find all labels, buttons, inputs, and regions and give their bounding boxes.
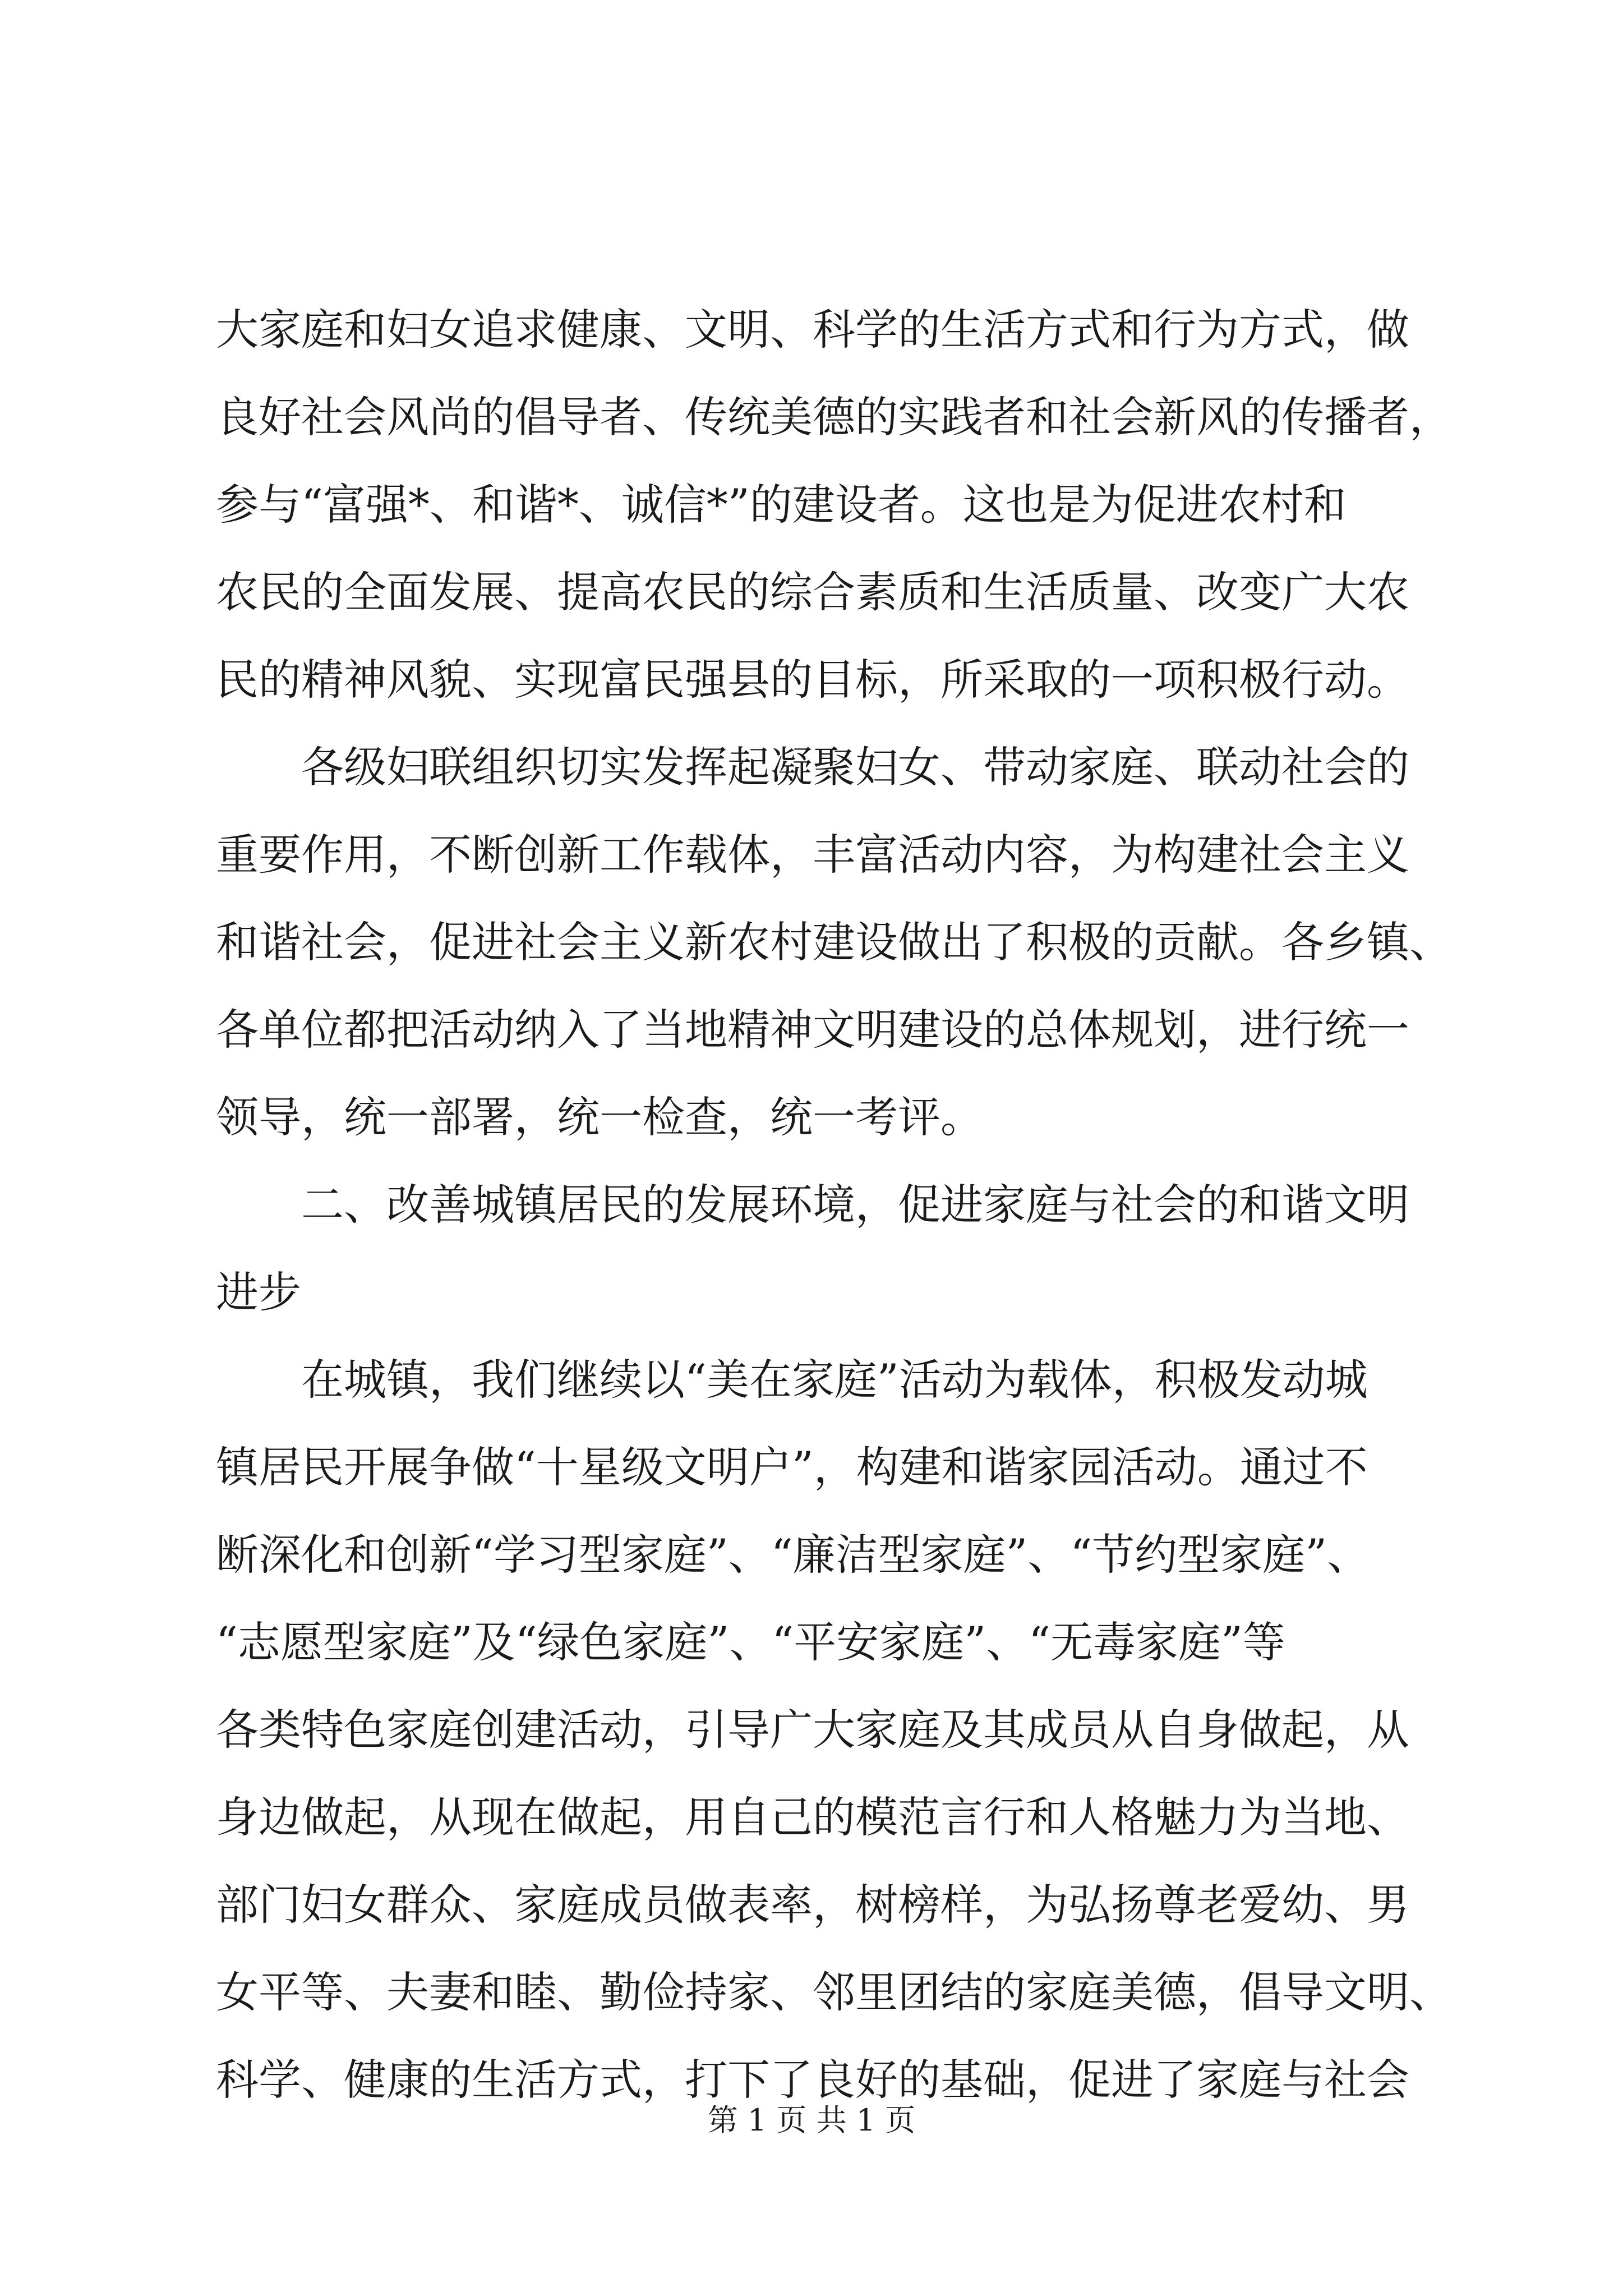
text-line: 和谐社会，促进社会主义新农村建设做出了积极的贡献。各乡镇、 xyxy=(216,917,1452,967)
text-line: “志愿型家庭”及“绿色家庭”、“平安家庭”、“无毒家庭”等 xyxy=(216,1617,1285,1667)
text-line: 良好社会风尚的倡导者、传统美德的实践者和社会新风的传播者， xyxy=(216,392,1452,442)
text-line: 领导，统一部署，统一检查，统一考评。 xyxy=(216,1092,983,1142)
text-line: 大家庭和妇女追求健康、文明、科学的生活方式和行为方式，做 xyxy=(216,305,1409,355)
text-line: 民的精神风貌、实现富民强县的目标，所采取的一项积极行动。 xyxy=(216,655,1409,705)
text-line: 科学、健康的生活方式，打下了良好的基础，促进了家庭与社会 xyxy=(216,2055,1409,2105)
text-line: 参与“富强*、和谐*、诚信*”的建设者。这也是为促进农村和 xyxy=(216,480,1347,530)
text-line: 镇居民开展争做“十星级文明户”，构建和谐家园活动。通过不 xyxy=(216,1442,1368,1492)
text-line: 各类特色家庭创建活动，引导广大家庭及其成员从自身做起，从 xyxy=(216,1705,1409,1755)
text-line: 各级妇联组织切实发挥起凝聚妇女、带动家庭、联动社会的 xyxy=(216,742,1409,792)
text-line: 农民的全面发展、提高农民的综合素质和生活质量、改变广大农 xyxy=(216,567,1409,617)
text-line: 重要作用，不断创新工作载体，丰富活动内容，为构建社会主义 xyxy=(216,830,1409,880)
text-line: 断深化和创新“学习型家庭”、“廉洁型家庭”、“节约型家庭”、 xyxy=(216,1530,1370,1580)
text-line: 部门妇女群众、家庭成员做表率，树榜样，为弘扬尊老爱幼、男 xyxy=(216,1880,1409,1930)
section-heading-line: 进步 xyxy=(216,1267,301,1317)
text-line: 各单位都把活动纳入了当地精神文明建设的总体规划，进行统一 xyxy=(216,1005,1409,1055)
text-line: 在城镇，我们继续以“美在家庭”活动为载体，积极发动城 xyxy=(216,1355,1368,1405)
text-line: 女平等、夫妻和睦、勤俭持家、邻里团结的家庭美德，倡导文明、 xyxy=(216,1967,1452,2017)
page-number-footer: 第 1 页 共 1 页 xyxy=(707,2102,916,2138)
section-heading-line: 二、改善城镇居民的发展环境，促进家庭与社会的和谐文明 xyxy=(216,1180,1409,1230)
text-line: 身边做起，从现在做起，用自己的模范言行和人格魅力为当地、 xyxy=(216,1792,1409,1842)
